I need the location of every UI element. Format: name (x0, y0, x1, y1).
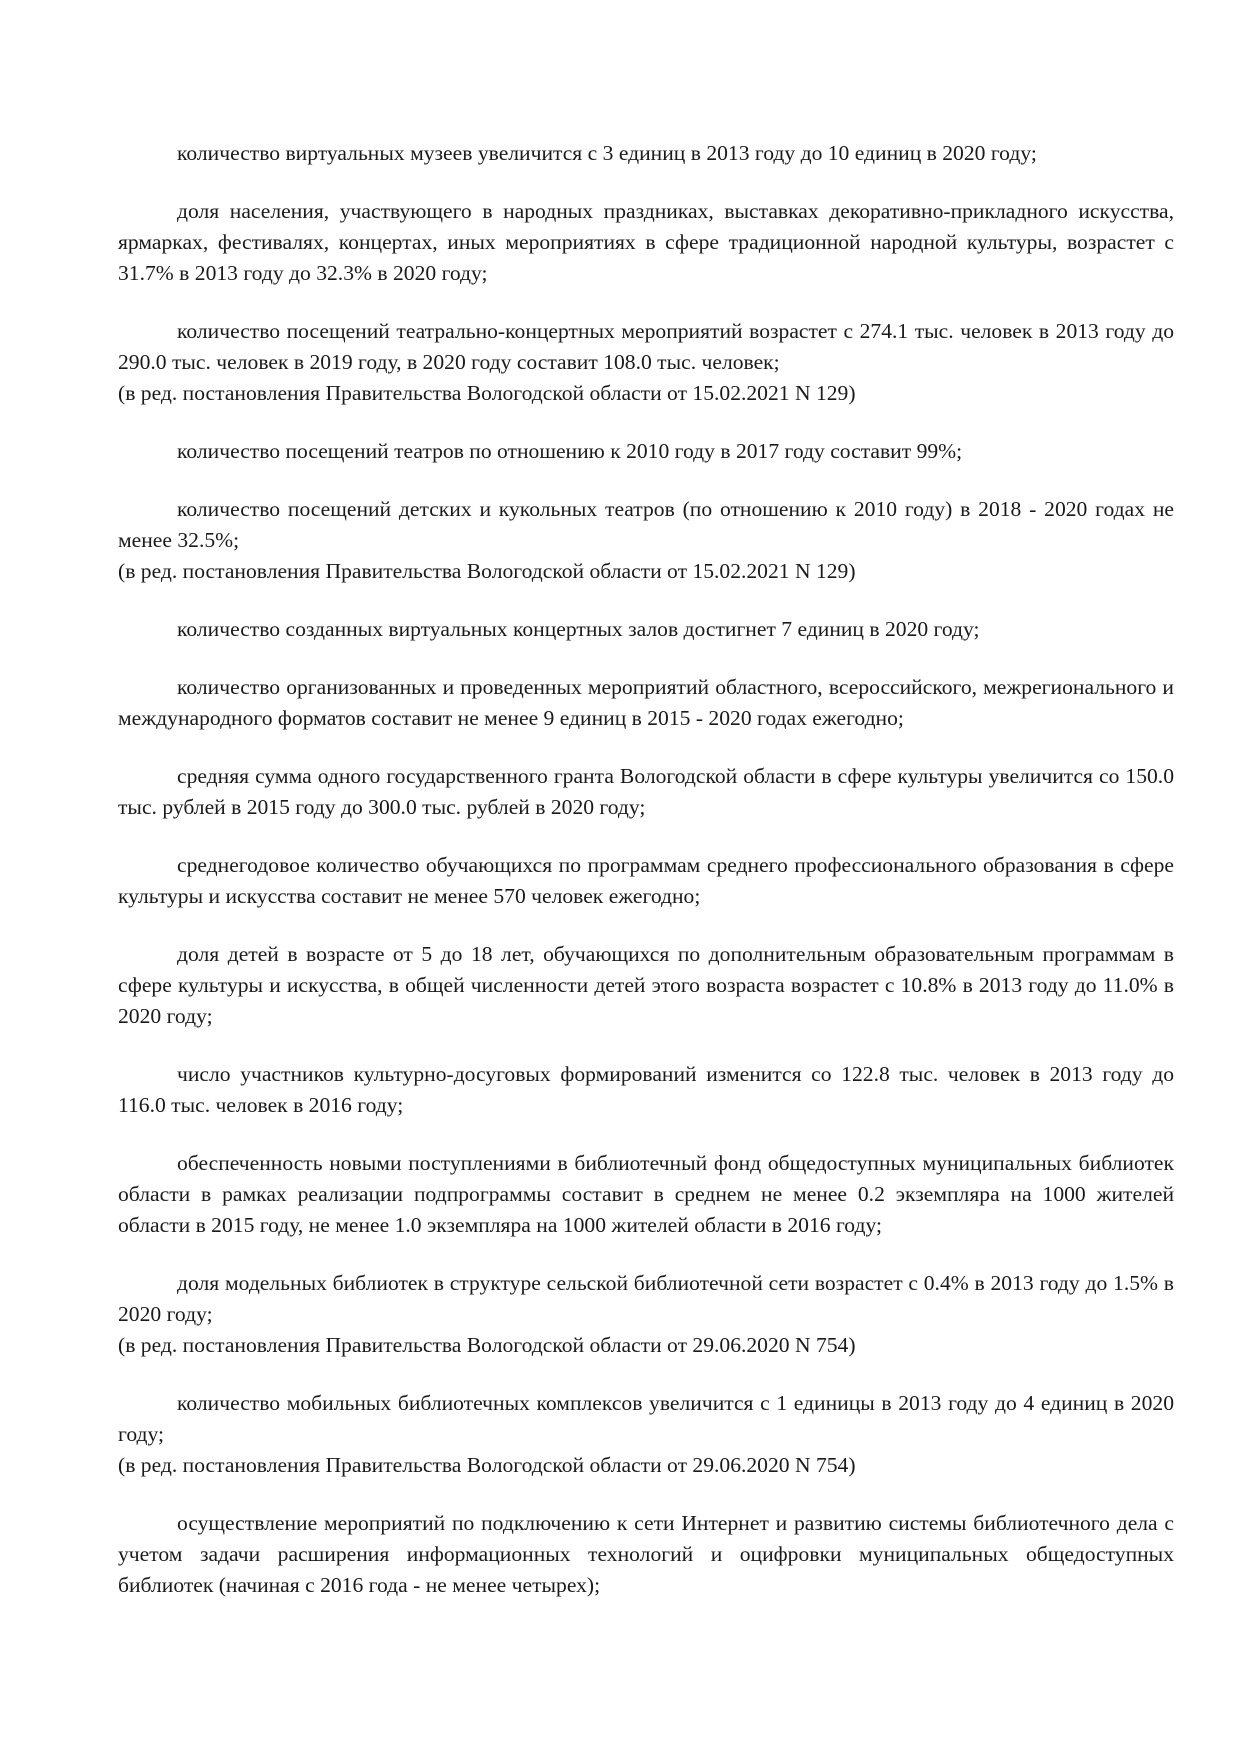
paragraph (118, 1268, 1174, 1361)
paragraph-text: количество посещений детских и кукольных театров (по отношению к 2010 году) в 2018 - 2020 годах не менее 32.5%; (118, 497, 1174, 552)
paragraph-text: обеспеченность новыми поступлениями в библиотечный фонд общедоступных муниципальных библиотек области в рамках реализации подпрограммы составит в среднем не менее 0.2 экземпляра на 1000 жителей области в 2015 году, не менее 1.0 экземпляра на 1000 жителей области в 2016 году; (118, 1151, 1174, 1237)
paragraph-text: средняя сумма одного государственного гранта Вологодской области в сфере культуры увеличится со 150.0 тыс. рублей в 2015 году до 300.0 тыс. рублей в 2020 году; (118, 764, 1174, 819)
paragraph-text: доля детей в возрасте от 5 до 18 лет, обучающихся по дополнительным образовательным программам в сфере культуры и искусства, в общей численности детей этого возраста возрастет с 10.8% в 2013 году до 11.0% в 2020 году; (118, 942, 1174, 1028)
paragraph-text: количество виртуальных музеев увеличится с 3 единиц в 2013 году до 10 единиц в 2020 году; (177, 141, 1037, 165)
amendment-note: (в ред. постановления Правительства Вологодской области от 29.06.2020 N 754) (118, 1453, 856, 1477)
paragraph (118, 1508, 1174, 1601)
document-page (118, 138, 1174, 1628)
paragraph-text: количество посещений театрально-концертных мероприятий возрастет с 274.1 тыс. человек в 2013 году до 290.0 тыс. человек в 2019 году, в 2020 году составит 108.0 тыс. человек; (118, 319, 1174, 374)
paragraph-text: количество созданных виртуальных концертных залов достигнет 7 единиц в 2020 году; (177, 617, 980, 641)
paragraph (118, 1059, 1174, 1121)
paragraph-text: количество мобильных библиотечных комплексов увеличится с 1 единицы в 2013 году до 4 единиц в 2020 году; (118, 1391, 1174, 1446)
paragraph (118, 316, 1174, 409)
amendment-note: (в ред. постановления Правительства Вологодской области от 15.02.2021 N 129) (118, 559, 856, 583)
paragraph (118, 196, 1174, 289)
paragraph-text: среднегодовое количество обучающихся по программам среднего профессионального образования в сфере культуры и искусства составит не менее 570 человек ежегодно; (118, 853, 1174, 908)
paragraph (118, 672, 1174, 734)
paragraph-text: количество посещений театров по отношению к 2010 году в 2017 году составит 99%; (177, 439, 963, 463)
paragraph-text: доля модельных библиотек в структуре сельской библиотечной сети возрастет с 0.4% в 2013 году до 1.5% в 2020 году; (118, 1271, 1174, 1326)
amendment-note: (в ред. постановления Правительства Вологодской области от 15.02.2021 N 129) (118, 381, 856, 405)
paragraph (118, 494, 1174, 587)
paragraph (118, 1148, 1174, 1241)
amendment-note: (в ред. постановления Правительства Вологодской области от 29.06.2020 N 754) (118, 1333, 856, 1357)
paragraph-text: количество организованных и проведенных мероприятий областного, всероссийского, межрегионального и международного форматов составит не менее 9 единиц в 2015 - 2020 годах ежегодно; (118, 675, 1174, 730)
paragraph (118, 138, 1174, 169)
paragraph (118, 614, 1174, 645)
paragraph-text: осуществление мероприятий по подключению к сети Интернет и развитию системы библиотечного дела с учетом задачи расширения информационных технологий и оцифровки муниципальных общедоступных библиотек (начиная с 2016 года - не менее четырех); (118, 1511, 1174, 1597)
paragraph (118, 939, 1174, 1032)
paragraph (118, 1388, 1174, 1481)
paragraph (118, 436, 1174, 467)
paragraph (118, 761, 1174, 823)
paragraph (118, 850, 1174, 912)
paragraph-text: число участников культурно-досуговых формирований изменится со 122.8 тыс. человек в 2013 году до 116.0 тыс. человек в 2016 году; (118, 1062, 1174, 1117)
paragraph-text: доля населения, участвующего в народных праздниках, выставках декоративно-прикладного искусства, ярмарках, фестивалях, концертах, иных мероприятиях в сфере традиционной народной культуры, возрастет с 31.7% в 2013 году до 32.3% в 2020 году; (118, 199, 1174, 285)
